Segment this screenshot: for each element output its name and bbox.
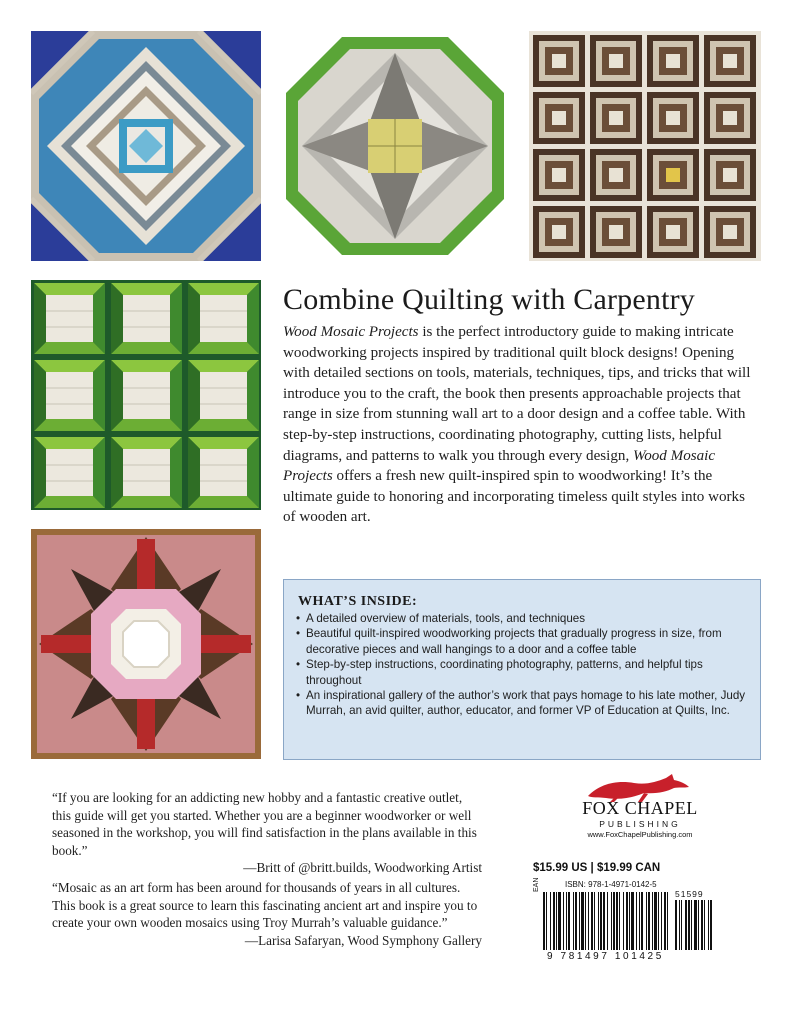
description-part-1: is the perfect introductory guide to making intricate woodworking projects inspired by traditional quilt block designs! Opening with detailed sections on tools, materials, techniques, tips, and tricks that will introduce you to the craft, the book then presents approachable projects that range in size from stunning wall art to a door design and a coffee table. With step-by-step instructions, coordinating photography, cutting lists, helpful diagrams, and patterns to walk you through every design, <box>283 324 751 464</box>
isbn-barcode <box>533 877 715 962</box>
testimonial-quote-2 <box>52 879 482 949</box>
gallery-image-pink-star <box>31 529 261 759</box>
whats-inside-box <box>283 579 761 760</box>
ean-label: EAN <box>533 877 540 892</box>
publisher-name: FOX CHAPEL <box>582 798 698 818</box>
quote-text: “If you are looking for an addicting new hobby and a fantastic creative outlet, this guide will get you started. Whether you are a beginner woodworker or well seasoned in the workshop, you will find satisfaction in the plans available in this book.” <box>52 790 477 858</box>
log-cabin-quilt-grid-illustration <box>529 31 761 261</box>
quote-text: “Mosaic as an art form has been around for thousands of years in all cultures. This book is a great source to learn this fascinating ancient art and inspire you to create your own wooden mosaics using Troy Murrah’s valuable guidance.” <box>52 880 478 931</box>
green-window-quilt-grid-illustration <box>31 280 261 510</box>
list-item: • Step-by-step instructions, coordinating photography, patterns, and helpful tips throughout <box>296 657 748 688</box>
whats-inside-title: WHAT’S INSIDE: <box>298 594 418 609</box>
blue-octagon-quilt-block-illustration <box>31 31 261 261</box>
publisher-url: www.FoxChapelPublishing.com <box>587 830 693 839</box>
book-title-italic: Wood Mosaic Projects <box>283 324 419 340</box>
testimonial-quote-1 <box>52 789 482 877</box>
book-description <box>283 322 761 528</box>
green-star-quilt-block-illustration <box>280 31 510 261</box>
section-heading: Combine Quilting with Carpentry <box>283 283 695 316</box>
publisher-subtitle: PUBLISHING <box>599 819 681 829</box>
gallery-image-green-windows <box>31 280 261 510</box>
publisher-logo <box>560 774 720 840</box>
list-item: • Beautiful quilt-inspired woodworking projects that gradually progress in size, from decorative pieces and wall hangings to a door and a coffee table <box>296 626 748 657</box>
gallery-image-log-cabin <box>529 31 761 261</box>
price-label: $15.99 US | $19.99 CAN <box>533 862 661 874</box>
barcode-bars <box>543 892 715 952</box>
list-item: • An inspirational gallery of the author’s work that pays homage to his late mother, Judy Murrah, an avid quilter, author, educator, and former VP of Education at Quilts, Inc. <box>296 688 748 719</box>
pink-star-quilt-block-illustration <box>31 529 261 759</box>
quote-attribution: —Britt of @britt.builds, Woodworking Artist <box>243 860 482 876</box>
price-addon-code: 51599 <box>675 889 704 899</box>
gallery-image-blue-octagon <box>31 31 261 261</box>
whats-inside-list <box>296 611 748 719</box>
quote-attribution: —Larisa Safaryan, Wood Symphony Gallery <box>244 932 482 948</box>
barcode-digits: 9 781497 101425 <box>547 951 664 962</box>
list-item: • A detailed overview of materials, tools, and techniques <box>296 611 748 626</box>
gallery-image-green-star <box>280 31 510 261</box>
description-part-2: offers a fresh new quilt-inspired spin to woodworking! It’s the ultimate guide to honoring and incorporating timeless quilt styles into works of wooden art. <box>283 468 745 526</box>
book-title-italic-2: Wood Mosaic Projects <box>283 447 716 485</box>
isbn-text: ISBN: 978-1-4971-0142-5 <box>565 880 657 889</box>
